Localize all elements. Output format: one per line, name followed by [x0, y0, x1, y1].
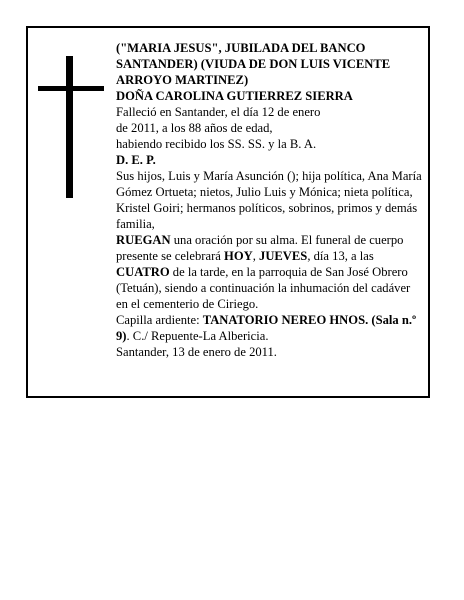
notice-header: ("MARIA JESUS", JUBILADA DEL BANCO SANTANDER) (VIUDA DE DON LUIS VICENTE ARROYO MARTINEZ): [116, 41, 391, 87]
funeral-text: , día 13, a las: [307, 249, 374, 263]
deceased-name: DOÑA CAROLINA GUTIERREZ SIERRA: [116, 89, 353, 103]
obituary-notice: [26, 26, 430, 398]
footer-line: Santander, 13 de enero de 2011.: [116, 345, 277, 359]
jueves-word: JUEVES: [259, 249, 308, 263]
chapel-text: Capilla ardiente:: [116, 313, 203, 327]
cuatro-word: CUATRO: [116, 265, 170, 279]
family-paragraph: Sus hijos, Luis y María Asunción (); hija política, Ana María Gómez Ortueta; nietos, Julio Luis y Mónica; nieta política, Kristel Goiri; hermanos políticos, sobrinos, primos y demás familia,: [116, 169, 422, 231]
death-line: Falleció en Santander, el día 12 de enero: [116, 105, 321, 119]
dep-line: D. E. P.: [116, 153, 156, 167]
chapel-text: . C./ Repuente-La Albericia.: [126, 329, 269, 343]
funeral-text: ,: [252, 249, 260, 263]
funeral-paragraph: [116, 232, 422, 312]
funeral-text: una oración por su alma. El funeral de cuerpo presente se celebrará: [116, 233, 404, 263]
tanatorio-name: TANATORIO NEREO HNOS. (Sala n.º 9): [116, 313, 417, 343]
cross-icon-bar: [38, 86, 104, 91]
death-line: de 2011, a los 88 años de edad,: [116, 121, 273, 135]
chapel-paragraph: [116, 312, 422, 344]
obituary-text: [116, 40, 422, 360]
cross-icon: [66, 56, 73, 198]
hoy-word: HOY: [224, 249, 253, 263]
death-line: habiendo recibido los SS. SS. y la B. A.: [116, 137, 317, 151]
ruegan-word: RUEGAN: [116, 233, 171, 247]
funeral-text: de la tarde, en la parroquia de San José Obrero (Tetuán), siendo a continuación la inhumación del cadáver en el cementerio de Ciriego.: [116, 265, 411, 311]
